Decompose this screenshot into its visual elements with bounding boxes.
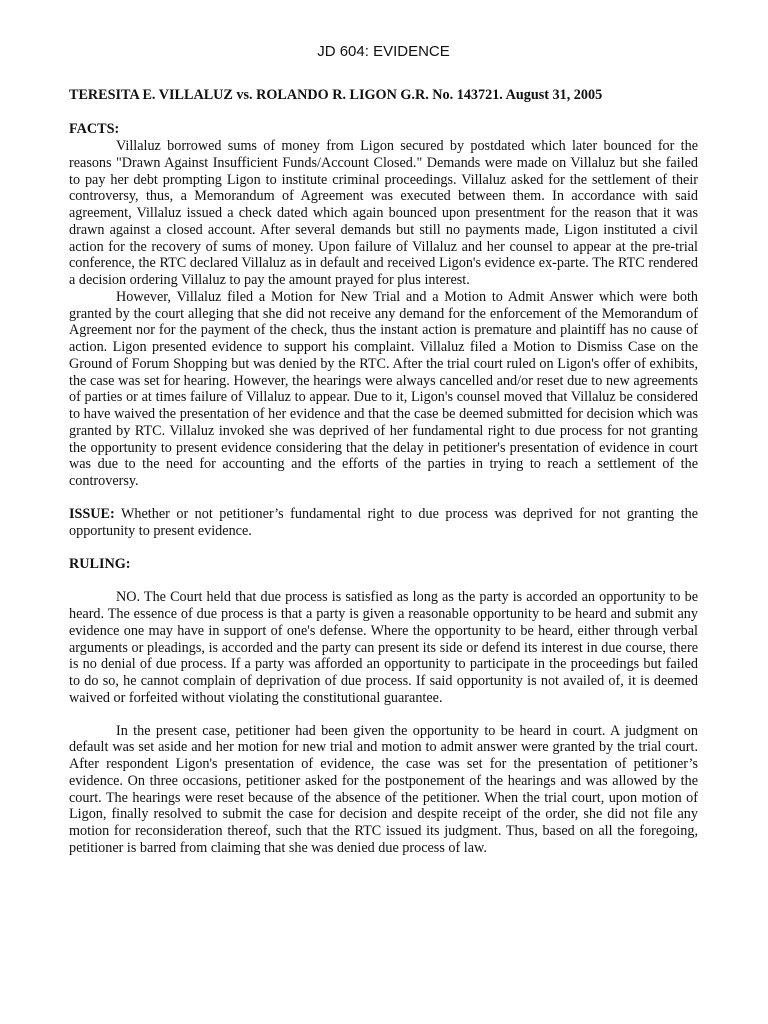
- issue-section: [69, 506, 698, 540]
- ruling-heading: RULING:: [69, 556, 131, 573]
- course-header: JD 604: EVIDENCE: [317, 43, 450, 60]
- ruling-paragraph: NO. The Court held that due process is satisfied as long as the party is accorded an opportunity to be heard. The essence of due process is that a party is given a reasonable opportunity to be heard and submit any evidence one may have in support of one's defense. Where the opportunity to be heard, either through verbal arguments or pleadings, is accorded and the party can present its side or defend its interest in due course, there is no denial of due process. If a party was afforded an opportunity to participate in the proceedings but failed to do so, he cannot complain of deprivation of due process. If said opportunity is not availed of, it is deemed waived or forfeited without violating the constitutional guarantee.: [69, 589, 698, 706]
- issue-text: Whether or not petitioner’s fundamental right to due process was deprived for not granting the opportunity to present evidence.: [69, 505, 698, 539]
- ruling-paragraph: In the present case, petitioner had been given the opportunity to be heard in court. A judgment on default was set aside and her motion for new trial and motion to admit answer were granted by the trial court. After respondent Ligon's presentation of evidence, the case was set for the presentation of petitioner’s evidence. On three occasions, petitioner asked for the postponement of the hearings and was allowed by the court. The hearings were reset because of the absence of the petitioner. When the trial court, upon motion of Ligon, finally resolved to submit the case for decision and despite receipt of the order, she did not file any motion for reconsideration thereof, such that the RTC issued its judgment. Thus, based on all the foregoing, petitioner is barred from claiming that she was denied due process of law.: [69, 722, 698, 856]
- facts-paragraph: However, Villaluz filed a Motion for New Trial and a Motion to Admit Answer which were both granted by the court alleging that she did not receive any demand for the enforcement of the Memorandum of Agreement nor for the payment of the check, thus the instant action is premature and plaintiff has no cause of action. Ligon presented evidence to support his complaint. Villaluz filed a Motion to Dismiss Case on the Ground of Forum Shopping but was denied by the RTC. After the trial court ruled on Ligon's offer of exhibits, the case was set for hearing. However, the hearings were always cancelled and/or reset due to new agreements of parties or at times failure of Villaluz to appear. Due to it, Ligon's counsel moved that Villaluz be considered to have waived the presentation of her evidence and that the case be deemed submitted for decision which was granted by RTC. Villaluz invoked she was deprived of her fundamental right to due process for not granting the opportunity to present evidence considering that the delay in petitioner's presentation of evidence in court was due to the need for accounting and the efforts of the parties in trying to reach a settlement of the controversy.: [69, 288, 698, 489]
- issue-label: ISSUE:: [69, 505, 115, 522]
- document-page: [69, 0, 698, 857]
- facts-heading: FACTS:: [69, 121, 120, 137]
- case-title: TERESITA E. VILLALUZ vs. ROLANDO R. LIGON G.R. No. 143721. August 31, 2005: [69, 87, 603, 103]
- facts-paragraph: Villaluz borrowed sums of money from Ligon secured by postdated which later bounced for the reasons "Drawn Against Insufficient Funds/Account Closed." Demands were made on Villaluz but she failed to pay her debt prompting Ligon to institute criminal proceedings. Villaluz asked for the settlement of their controversy, thus, a Memorandum of Agreement was executed between them. In accordance with said agreement, Villaluz issued a check dated which again bounced upon presentment for the reason that it was drawn against a closed account. After several demands but still no payments made, Ligon instituted a civil action for the recovery of sums of money. Upon failure of Villaluz and her counsel to appear at the pre-trial conference, the RTC declared Villaluz as in default and received Ligon's evidence ex-parte. The RTC rendered a decision ordering Villaluz to pay the amount prayed for plus interest.: [69, 138, 698, 288]
